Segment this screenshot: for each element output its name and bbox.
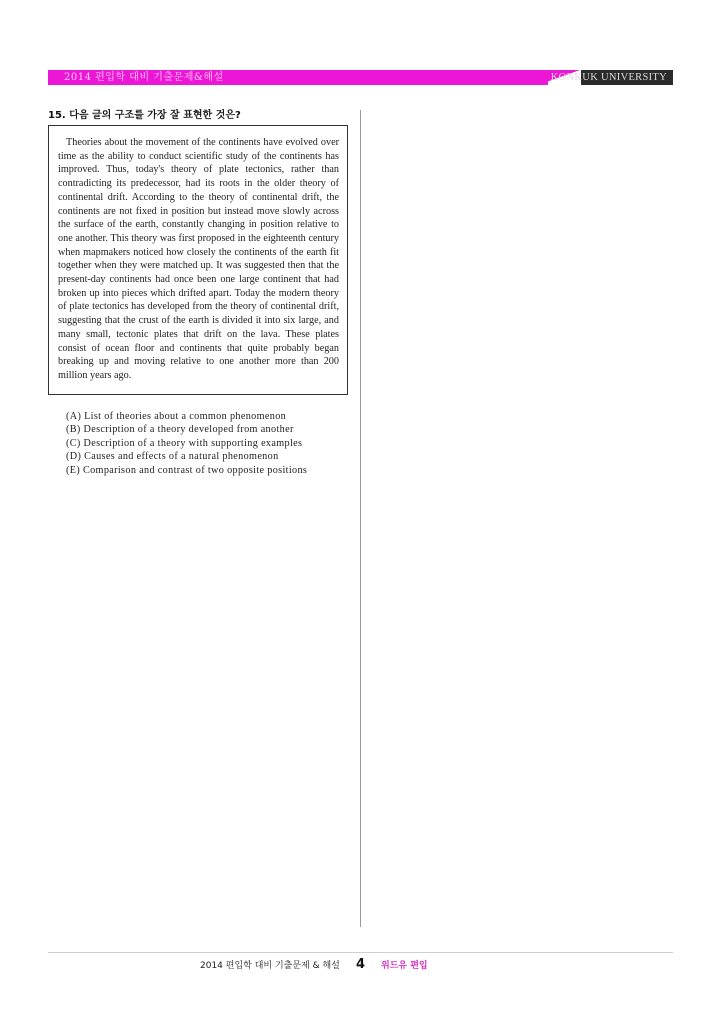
footer-title: 2014 편입학 대비 기출문제 & 해설: [200, 961, 340, 971]
answer-choice[interactable]: (E) Comparison and contrast of two opposite positions: [66, 464, 308, 476]
page-header: [48, 70, 673, 85]
passage-box: [48, 125, 348, 395]
answer-choice[interactable]: (A) List of theories about a common phenomenon: [66, 411, 287, 422]
passage-text: Theories about the movement of the continents have evolved over time as the ability to conduct scientific study of the continents has improved. Thus, today's theory of plate tectonics, rather than contradicting its predecessor, had its roots in the older theory of continental drift. According to the theory of continental drift, the continents are not fixed in position but instead move slowly across the surface of the earth, constantly changing in position relative to one another. This theory was first proposed in the eighteenth century when mapmakers noticed how closely the continents of the earth fit together when they were matched up. It was suggested then that the present-day continents had once been one large continent that had broken up into pieces which drifted apart. Today the modern theory of plate tectonics has developed from the theory of continental drift, suggesting that the crust of the earth is divided it into six large, and many small, tectonic plates that drift on the lava. These plates consist of ocean floor and continents that quite probably began breaking up and moving relative to one another more than 200 million years ago.: [58, 137, 339, 381]
answer-choice[interactable]: (D) Causes and effects of a natural phenomenon: [66, 451, 279, 463]
header-exam-title: 2014 편입학 대비 기출문제&해설: [64, 72, 224, 83]
footer-brand: 위드유 편입: [381, 961, 428, 971]
footer-divider: [48, 952, 673, 953]
page-number: 4: [356, 957, 366, 972]
header-university-name: KONKUK UNIVERSITY: [550, 72, 667, 83]
answer-choices: [66, 410, 356, 477]
question-title: 15. 다음 글의 구조를 가장 잘 표현한 것은?: [48, 110, 241, 121]
answer-choice[interactable]: (B) Description of a theory developed from another: [66, 424, 294, 436]
answer-choice[interactable]: (C) Description of a theory with supporting examples: [66, 437, 303, 449]
column-divider: [360, 110, 361, 927]
